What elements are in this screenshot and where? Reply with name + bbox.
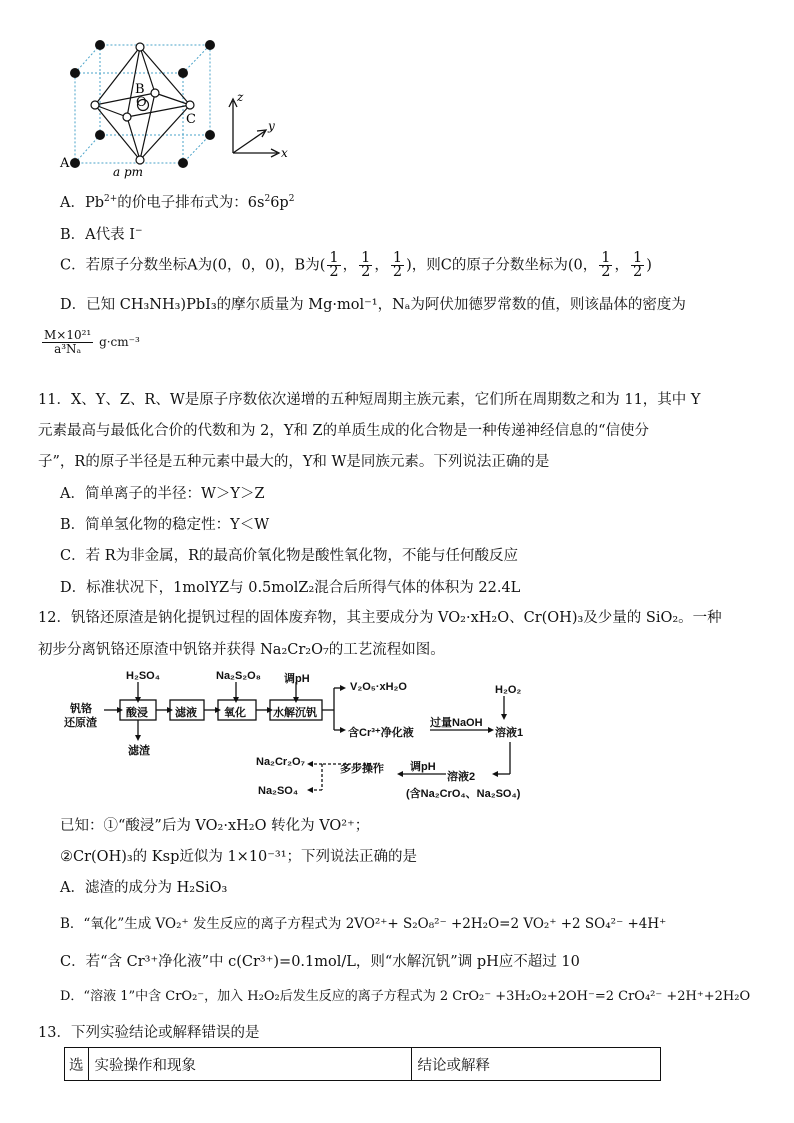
fraction-half: $\frac{1}{2}$	[601, 250, 611, 280]
label-o: O	[136, 95, 147, 110]
q10-option-b: B．A代表 I−	[60, 226, 143, 243]
q11-stem-line1: 11．X、Y、Z、R、W是原子序数依次递增的五种短周期主族元素，它们所在周期数之和为 11，其中 Y	[38, 392, 701, 408]
flow-acid-leach: 酸浸	[126, 707, 148, 719]
flow-residue: 滤渣	[128, 745, 150, 757]
table-header-conclusion: 结论或解释	[411, 1048, 660, 1081]
flow-oxidize: 氧化	[224, 707, 246, 719]
q11-option-c: C．若 R为非金属，R的最高价氧化物是酸性氧化物，不能与任何酸反应	[60, 548, 519, 564]
flow-multistep: 多步操作	[340, 763, 384, 775]
flow-adjust-ph: 调pH	[284, 673, 310, 685]
table-row	[65, 1048, 661, 1081]
q12-known-2: ②Cr(OH)₃的 Ksp近似为 1×10⁻³¹；下列说法正确的是	[60, 849, 418, 865]
crystal-structure-figure	[55, 35, 305, 180]
flow-v2o5: V₂O₅·xH₂O	[350, 681, 407, 693]
q12-option-a: A．滤渣的成分为 H₂SiO₃	[60, 880, 228, 896]
q12-stem-line2: 初步分离钒铬还原渣中钒铬并获得 Na₂Cr₂O₇的工艺流程如图。	[38, 642, 445, 658]
q11-stem-line2: 元素最高与最低化合价的代数和为 2，Y和 Z的单质生成的化合物是一种传递神经信息的“信使分	[38, 423, 650, 439]
flow-product-na2cr2o7: Na₂Cr₂O₇	[256, 756, 306, 768]
flow-solution1: 溶液1	[495, 727, 524, 739]
axis-x-label: x	[281, 146, 288, 160]
flow-adjust-ph-2: 调pH	[410, 761, 436, 773]
q10-option-d: D．已知 CH₃NH₃)PbI₃的摩尔质量为 Mg·mol⁻¹，Nₐ为阿伏加德罗常数的值，则该晶体的密度为	[60, 297, 686, 313]
q11-option-b: B．简单氢化物的稳定性：Y＜W	[60, 517, 270, 533]
fraction-half: $\frac{1}{2}$	[361, 250, 371, 280]
edge-length-label: a pm	[113, 165, 144, 179]
label-b: B	[135, 82, 145, 97]
axis-y-label: y	[268, 119, 275, 133]
flow-h2o2: H₂O₂	[495, 684, 522, 696]
label-c: C	[186, 112, 196, 127]
flow-cr-liquid: 含Cr³⁺净化液	[348, 727, 414, 739]
flow-na2s2o8: Na₂S₂O₈	[216, 670, 261, 682]
flow-filtrate: 滤液	[175, 707, 197, 719]
q11-option-a: A．简单离子的半径：W＞Y＞Z	[60, 486, 265, 502]
table-header-operation: 实验操作和现象	[88, 1048, 411, 1081]
q13-stem: 13．下列实验结论或解释错误的是	[38, 1025, 260, 1041]
q12-stem-line1: 12．钒铬还原渣是钠化提钒过程的固体废弃物，其主要成分为 VO₂·xH₂O、Cr(OH)₃及少量的 SiO₂。一种	[38, 610, 722, 626]
flow-h2so4: H₂SO₄	[126, 670, 160, 682]
flow-raw-material-2: 还原渣	[64, 717, 97, 729]
q12-option-b: B．“氧化”生成 VO₂⁺ 发生反应的离子方程式为 2VO²⁺+ S₂O₈²⁻ +2H₂O=2 VO₂⁺ +2 SO₄²⁻ +4H⁺	[60, 916, 667, 932]
fraction-half: $\frac{1}{2}$	[392, 250, 403, 280]
table-header-option: 选	[65, 1048, 89, 1081]
fraction-half: $\frac{1}{2}$	[632, 250, 643, 280]
axis-z-label: z	[237, 90, 244, 104]
flow-product-na2so4: Na₂SO₄	[258, 785, 299, 797]
flow-raw-material: 钒铬	[70, 703, 92, 715]
q10-option-c: C．若原子分数坐标A为(0，0，0)，B为( $\frac{1}{2}$ ， $\frac{1}{2}$ ， $\frac{1}{2}$ )，则C的原子分数坐标为(0， $\frac{1}{2}$ ， $\frac{1}{2}$ )	[60, 250, 652, 280]
density-formula: $\frac{\text{M×10²¹}}{\text{a³Nₐ}}$ g·cm⁻³	[44, 328, 140, 356]
q11-option-d: D．标准状况下，1molYZ与 0.5molZ₂混合后所得气体的体积为 22.4L	[60, 580, 521, 596]
label-a: A	[60, 156, 70, 171]
flow-hydrolysis: 水解沉钒	[273, 707, 317, 719]
q12-option-d: D．“溶液 1”中含 CrO₂⁻，加入 H₂O₂后发生反应的离子方程式为 2 CrO₂⁻ +3H₂O₂+2OH⁻=2 CrO₄²⁻ +2H⁺+2H₂O	[60, 989, 751, 1004]
q12-known-1: 已知：①“酸浸”后为 VO₂·xH₂O 转化为 VO²⁺；	[60, 818, 370, 834]
q11-stem-line3: 子”，R的原子半径是五种元素中最大的，Y和 W是同族元素。下列说法正确的是	[38, 454, 550, 470]
q10-option-a: A．$Pb^{2+}$的价电子排布式为：$6s^26p^2$	[60, 194, 295, 211]
flow-excess-naoh: 过量NaOH	[430, 717, 483, 729]
flow-solution2: 溶液2	[447, 771, 476, 783]
q13-table	[64, 1047, 661, 1081]
q12-option-c: C．若“含 Cr³⁺净化液”中 c(Cr³⁺)=0.1mol/L，则“水解沉钒”调 pH应不超过 10	[60, 954, 580, 970]
flow-solution2-note: (含Na₂CrO₄、Na₂SO₄)	[406, 788, 521, 800]
fraction-half: $\frac{1}{2}$	[329, 250, 339, 280]
